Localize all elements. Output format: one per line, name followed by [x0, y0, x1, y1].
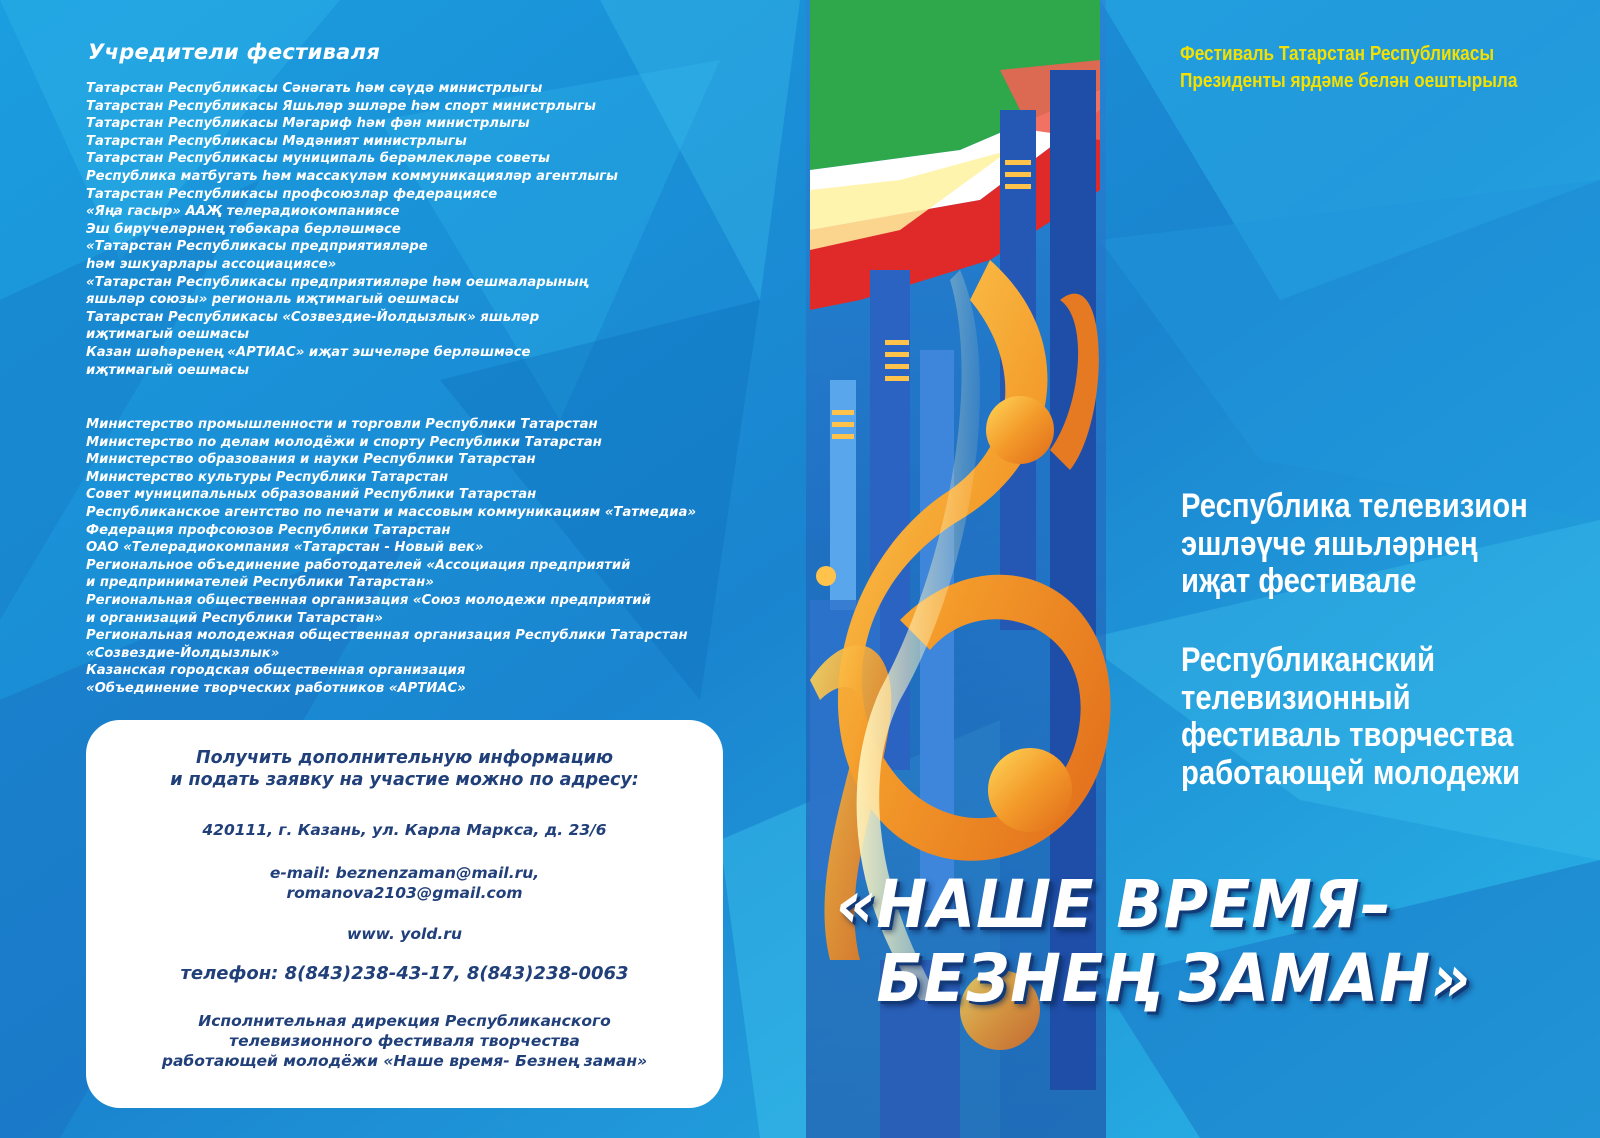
- list-item: Казанская городская общественная организация: [86, 663, 466, 679]
- list-item: и организаций Республики Татарстан»: [86, 610, 383, 626]
- contact-email-1[interactable]: e-mail: beznenzaman@mail.ru,: [269, 864, 540, 882]
- headline-line: иҗат фестивале: [1181, 562, 1417, 600]
- list-item: Министерство промышленности и торговли Республики Татарстан: [86, 417, 598, 432]
- list-item: Казан шәһәренең «АРТИАС» иҗат эшчеләре берләшмәсе: [86, 344, 531, 360]
- list-item: Министерство по делам молодёжи и спорту Республики Татарстан: [86, 434, 602, 450]
- list-item: Министерство культуры Республики Татарстан: [86, 469, 449, 485]
- list-item: Татарстан Республикасы муниципаль берәмлекләре советы: [86, 151, 550, 167]
- russian-organizations-list: [86, 416, 696, 698]
- list-item: Татарстан Республикасы Мәгариф һәм фән министрлыгы: [86, 116, 530, 132]
- contact-email-2[interactable]: romanova2103@gmail.com: [286, 884, 523, 902]
- list-item: «Объединение творческих работников «АРТИАС»: [86, 680, 466, 696]
- list-item: Республиканское агентство по печати и массовым коммуникациям «Татмедиа»: [86, 504, 697, 520]
- list-item: Совет муниципальных образований Республики Татарстан: [86, 487, 537, 503]
- directorate-line2: телевизионного фестиваля творчества: [229, 1032, 580, 1050]
- list-item: «Созвездие-Йолдызлык»: [86, 645, 280, 661]
- headline-line: фестиваль творчества: [1181, 716, 1514, 754]
- list-item: «Татарстан Республикасы предприятияләре: [86, 239, 428, 255]
- contact-card: [86, 720, 723, 1108]
- headline-line: Республиканский: [1181, 641, 1436, 679]
- directorate-line3: работающей молодёжи «Наше время- Безнең заман»: [161, 1052, 648, 1070]
- tatar-organizations-list: [86, 80, 618, 379]
- list-item: иҗтимагый оешмасы: [86, 327, 250, 343]
- list-item: Министерство образования и науки Республики Татарстан: [86, 452, 536, 468]
- patronage-note: [1180, 41, 1517, 94]
- list-item: «Татарстан Республикасы предприятияләре һәм оешмаларының: [86, 274, 588, 290]
- list-item: ОАО «Телерадиокомпания «Татарстан - Новый век»: [86, 540, 484, 556]
- headline-line: Республика телевизион: [1181, 487, 1528, 525]
- list-item: и предпринимателей Республики Татарстан»: [86, 575, 434, 591]
- list-item: Региональное объединение работодателей «Ассоциация предприятий: [86, 557, 631, 573]
- tatar-headline: [1181, 488, 1528, 601]
- main-title-line1: «НАШЕ ВРЕМЯ–: [836, 866, 1392, 943]
- russian-headline: [1181, 642, 1520, 792]
- list-item: иҗтимагый оешмасы: [86, 362, 250, 378]
- patronage-line1: Фестиваль Татарстан Республикасы: [1180, 42, 1495, 65]
- list-item: Республика матбугать һәм массакүләм коммуникацияләр агентлыгы: [86, 168, 618, 184]
- main-title-line2: БЕЗНЕҢ ЗАМАН»: [876, 940, 1472, 1017]
- contact-intro-line2: и подать заявку на участие можно по адресу:: [170, 770, 639, 790]
- headline-line: работающей молодежи: [1181, 753, 1521, 792]
- directorate-line1: Исполнительная дирекция Республиканского: [198, 1012, 611, 1030]
- list-item: һәм эшкуарлары ассоциациясе»: [86, 256, 337, 272]
- list-item: яшьләр союзы» региональ иҗтимагый оешмасы: [86, 292, 460, 308]
- headline-line: эшләүче яшьләрнең: [1181, 524, 1478, 563]
- list-item: Татарстан Республикасы профсоюзлар федерациясе: [86, 186, 498, 202]
- list-item: Татарстан Республикасы Яшьләр эшләре һәм спорт министрлыгы: [86, 98, 596, 114]
- list-item: Федерация профсоюзов Республики Татарстан: [86, 522, 451, 538]
- list-item: Региональная молодежная общественная организация Республики Татарстан: [86, 628, 688, 644]
- headline-line: телевизионный: [1181, 678, 1411, 717]
- list-item: Татарстан Республикасы «Созвездие-Йолдызлык» яшьләр: [86, 309, 540, 325]
- list-item: Татарстан Республикасы Сәнәгать һәм сәүдә министрлыгы: [86, 81, 543, 96]
- festival-main-title: [836, 868, 1471, 1016]
- list-item: «Яңа гасыр» ААҖ телерадиокомпаниясе: [86, 204, 400, 220]
- contact-intro-line1: Получить дополнительную информацию: [195, 748, 614, 768]
- list-item: Татарстан Республикасы Мәдәният министрлыгы: [86, 133, 467, 149]
- patronage-line2: Президенты ярдәме белән оештырыла: [1180, 68, 1518, 92]
- founders-title: Учредители фестиваля: [88, 40, 381, 64]
- contact-website[interactable]: www. yold.ru: [347, 925, 462, 943]
- contact-address: 420111, г. Казань, ул. Карла Маркса, д. 23/6: [202, 821, 607, 839]
- list-item: Эш бирүчеләрнең төбәкара берләшмәсе: [86, 221, 401, 237]
- list-item: Региональная общественная организация «Союз молодежи предприятий: [86, 592, 651, 608]
- contact-phone: телефон: 8(843)238-43-17, 8(843)238-0063: [180, 963, 629, 984]
